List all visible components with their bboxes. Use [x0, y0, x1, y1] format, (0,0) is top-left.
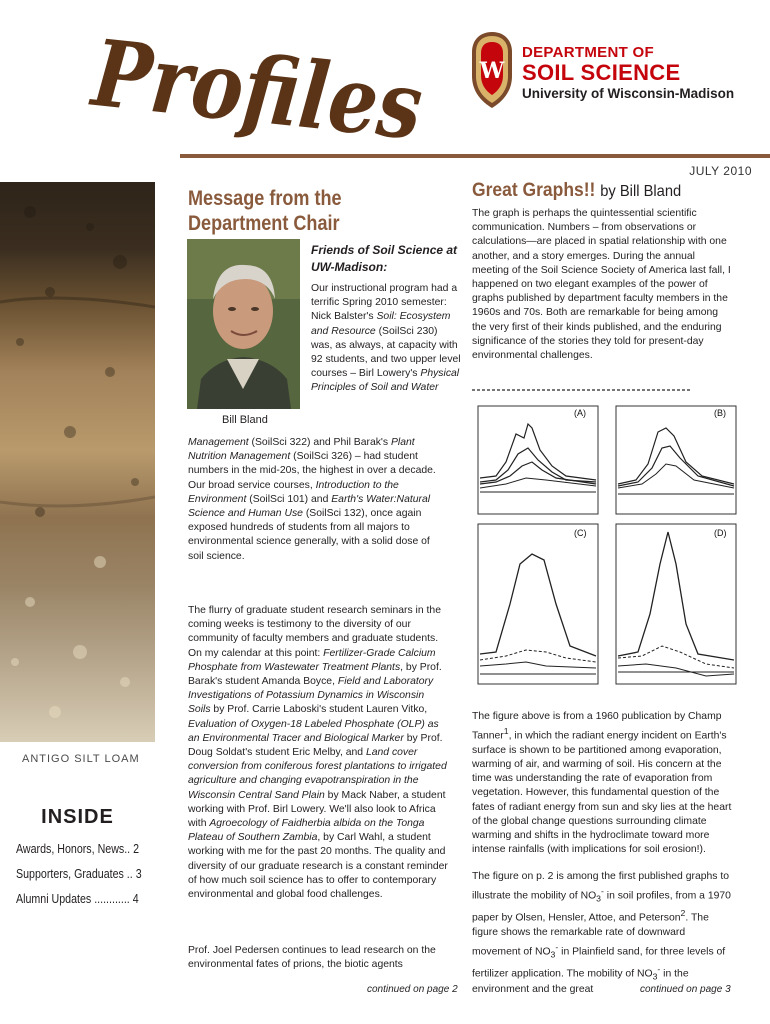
uw-crest-icon [468, 30, 516, 110]
graphs-title: Great Graphs!! [472, 180, 596, 201]
inside-title: INSIDE [41, 806, 114, 828]
issue-date: JULY 2010 [689, 164, 752, 178]
department-name: SOIL SCIENCE [522, 60, 681, 85]
chair-paragraph: Management (SoilSci 322) and Phil Barak's Plant Nutrition Management (SoilSci 326) – had student numbers in the mid-20s, the highest in over a decade. Our broad service courses, Introduction to the Environment (SoilSci 101) and Earth's Water:Natural Science and Human Use (SoilSci 132), once again exposed hundreds of students from all majors to environmental science generally, with a solid dose of soil science. [188, 437, 436, 562]
continued-link[interactable]: continued on page 2 [367, 984, 458, 995]
chair-paragraph: The flurry of graduate student research seminars in the coming weeks is testimony to the diversity of our community of faculty members and graduate students. On my calendar at this point: Fertilizer-Grade Calcium Phosphate from Wastewater Treatment Plants, by Prof. Barak's student Amanda Boyce, Field and Laboratory Investigations of Potassium Dynamics in Wisconsin Soils by Prof. Carrie Laboski's student Lauren Vitko, Evaluation of Oxygen-18 Labeled Phosphate (OLP) as an Environmental Tracer and Biological Marker by Prof. Doug Soldat's student Eric Melby, and Land cover conversion from coniferous forest plantations to irrigated agriculture and changing evapotranspiration in the Wisconsin Central Sand Plain by Mack Naber, a student working with Prof. Birl Lowery. We'll also look to Africa with Agroecology of Faidherbia albida on the Tonga Plateau of Southern Zambia, by Carl Wahl, a student working with me for the past 20 months. The quality and diversity of our graduate research is a constant reminder of how much soil science has to offer to contemporary environmental and global food challenges. [188, 605, 448, 901]
inside-item: Supporters, Graduates .. 3 [16, 866, 142, 881]
panel-label: (C) [574, 528, 587, 538]
soil-profile-photo [0, 182, 155, 742]
graphs-byline: by Bill Bland [600, 183, 682, 200]
graphs-heading [472, 180, 681, 202]
chair-paragraph: Our instructional program had a terrific Spring 2010 semester: Nick Balster's Soil: Ecosystem and Resource (SoilSci 230) was, as always, at capacity with 92 students, and two upper level courses – Birl Lowery's Physical Principles of Soil and Water [311, 283, 461, 394]
tanner-figure [466, 384, 744, 702]
chair-portrait [187, 239, 300, 409]
chair-paragraph: Prof. Joel Pedersen continues to lead research on the environmental fates of prions, the biotic agents [188, 945, 436, 971]
continued-link[interactable]: continued on page 3 [640, 984, 731, 995]
graphs-paragraph: The graph is perhaps the quintessential scientific communication. Numbers – from observations or calculations—are placed in spatial relationship with one another, and a story emerges. During the annual meeting of the Soil Science Society of America last fall, I happened on two elegant examples of the power of graphs published by department faculty members in the 1960s and 70s. Both are remarkable for being among the very first of their kinds published, and the enduring significance of the stories they told for present-day environmental challenges. [472, 208, 731, 362]
department-label: DEPARTMENT OF [522, 44, 654, 61]
masthead-logo [88, 4, 428, 174]
university-name: University of Wisconsin-Madison [522, 86, 735, 101]
header-rule [180, 154, 770, 158]
panel-label: (A) [574, 408, 586, 418]
panel-label: (D) [714, 528, 727, 538]
graphs-paragraph: The figure above is from a 1960 publication by Champ Tanner$^1$, in which the radiant energy incident on Earth's surface is shown to be partitioned among evaporation, warming of air, and warming of soil. His concern at the time was understanding the rate of evaporation from vegetation. However, this fundamental question of the fates of radiant energy from sun and sky lies at the heart of the global change questions surrounding climate warming and shifts in the hydroclimate toward more intense rainfalls (with implications for soil erosion!). [472, 711, 732, 856]
salutation: Friends of Soil Science at UW-Madison: [311, 243, 458, 274]
panel-label: (B) [714, 408, 726, 418]
graphs-paragraph: The figure on p. 2 is among the first published graphs to illustrate the mobility of $NO_3^-$ in soil profiles, from a 1970 paper by Olsen, Hensler, Attoe, and Peterson$^2$. The figure shows the remarkable rate of downward movement of $NO_3^-$ in Plainfield sand, for three levels of fertilizer application. The mobility of $NO_3^-$ in the environment and the great [472, 871, 731, 996]
department-logo [468, 30, 768, 110]
photo-caption: Bill Bland [222, 414, 268, 426]
inside-item: Awards, Honors, News.. 2 [16, 841, 140, 856]
masthead-title: Profiles [88, 18, 428, 168]
inside-box [0, 806, 155, 916]
crest-letter: W [479, 58, 505, 84]
inside-item: Alumni Updates ............ 4 [16, 891, 139, 906]
soil-caption: ANTIGO SILT LOAM [22, 753, 140, 765]
chair-heading: Message from the Department Chair [188, 187, 342, 236]
